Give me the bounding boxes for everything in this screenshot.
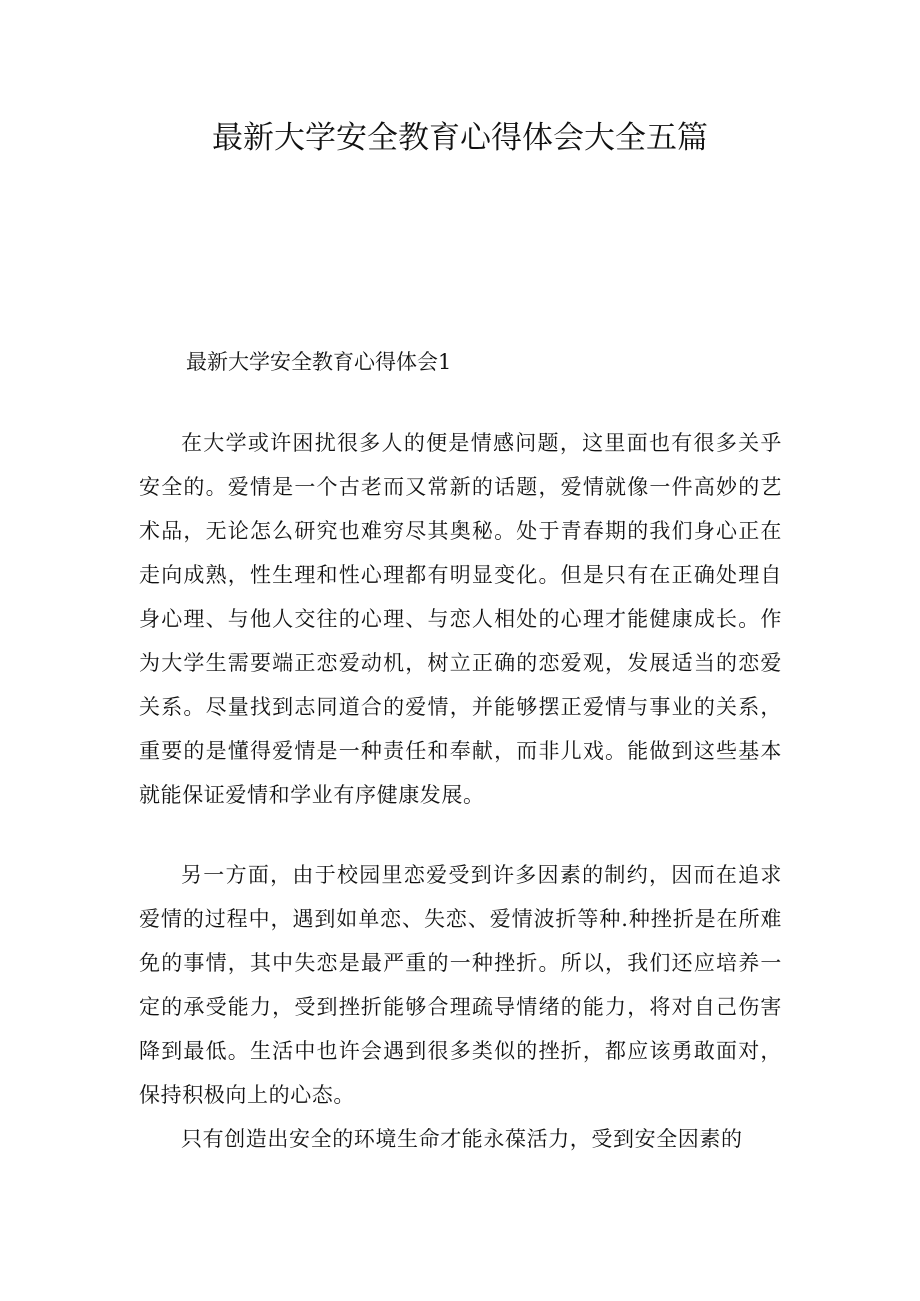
paragraph-2: 另一方面，由于校园里恋爱受到许多因素的制约，因而在追求爱情的过程中，遇到如单恋、失恋、爱情波折等种.种挫折是在所难免的事情，其中失恋是最严重的一种挫折。所以，我们还应培养一定的承受能力，受到挫折能够合理疏导情绪的能力，将对自己伤害降到最低。生活中也许会遇到很多类似的挫折，都应该勇敢面对，保持积极向上的心态。 xyxy=(139,863,782,1107)
document-title: 最新大学安全教育心得体会大全五篇 xyxy=(212,120,708,156)
section-heading: 最新大学安全教育心得体会1 xyxy=(186,350,452,374)
paragraph-3: 只有创造出安全的环境生命才能永葆活力，受到安全因素的 xyxy=(181,1127,743,1151)
paragraph-1: 在大学或许困扰很多人的便是情感问题，这里面也有很多关乎安全的。爱情是一个古老而又常新的话题，爱情就像一件高妙的艺术品，无论怎么研究也难穷尽其奥秘。处于青春期的我们身心正在走向成熟，性生理和性心理都有明显变化。但是只有在正确处理自身心理、与他人交往的心理、与恋人相处的心理才能健康成长。作为大学生需要端正恋爱动机，树立正确的恋爱观，发展适当的恋爱关系。尽量找到志同道合的爱情，并能够摆正爱情与事业的关系，重要的是懂得爱情是一种责任和奉献，而非儿戏。能做到这些基本就能保证爱情和学业有序健康发展。 xyxy=(139,431,782,807)
